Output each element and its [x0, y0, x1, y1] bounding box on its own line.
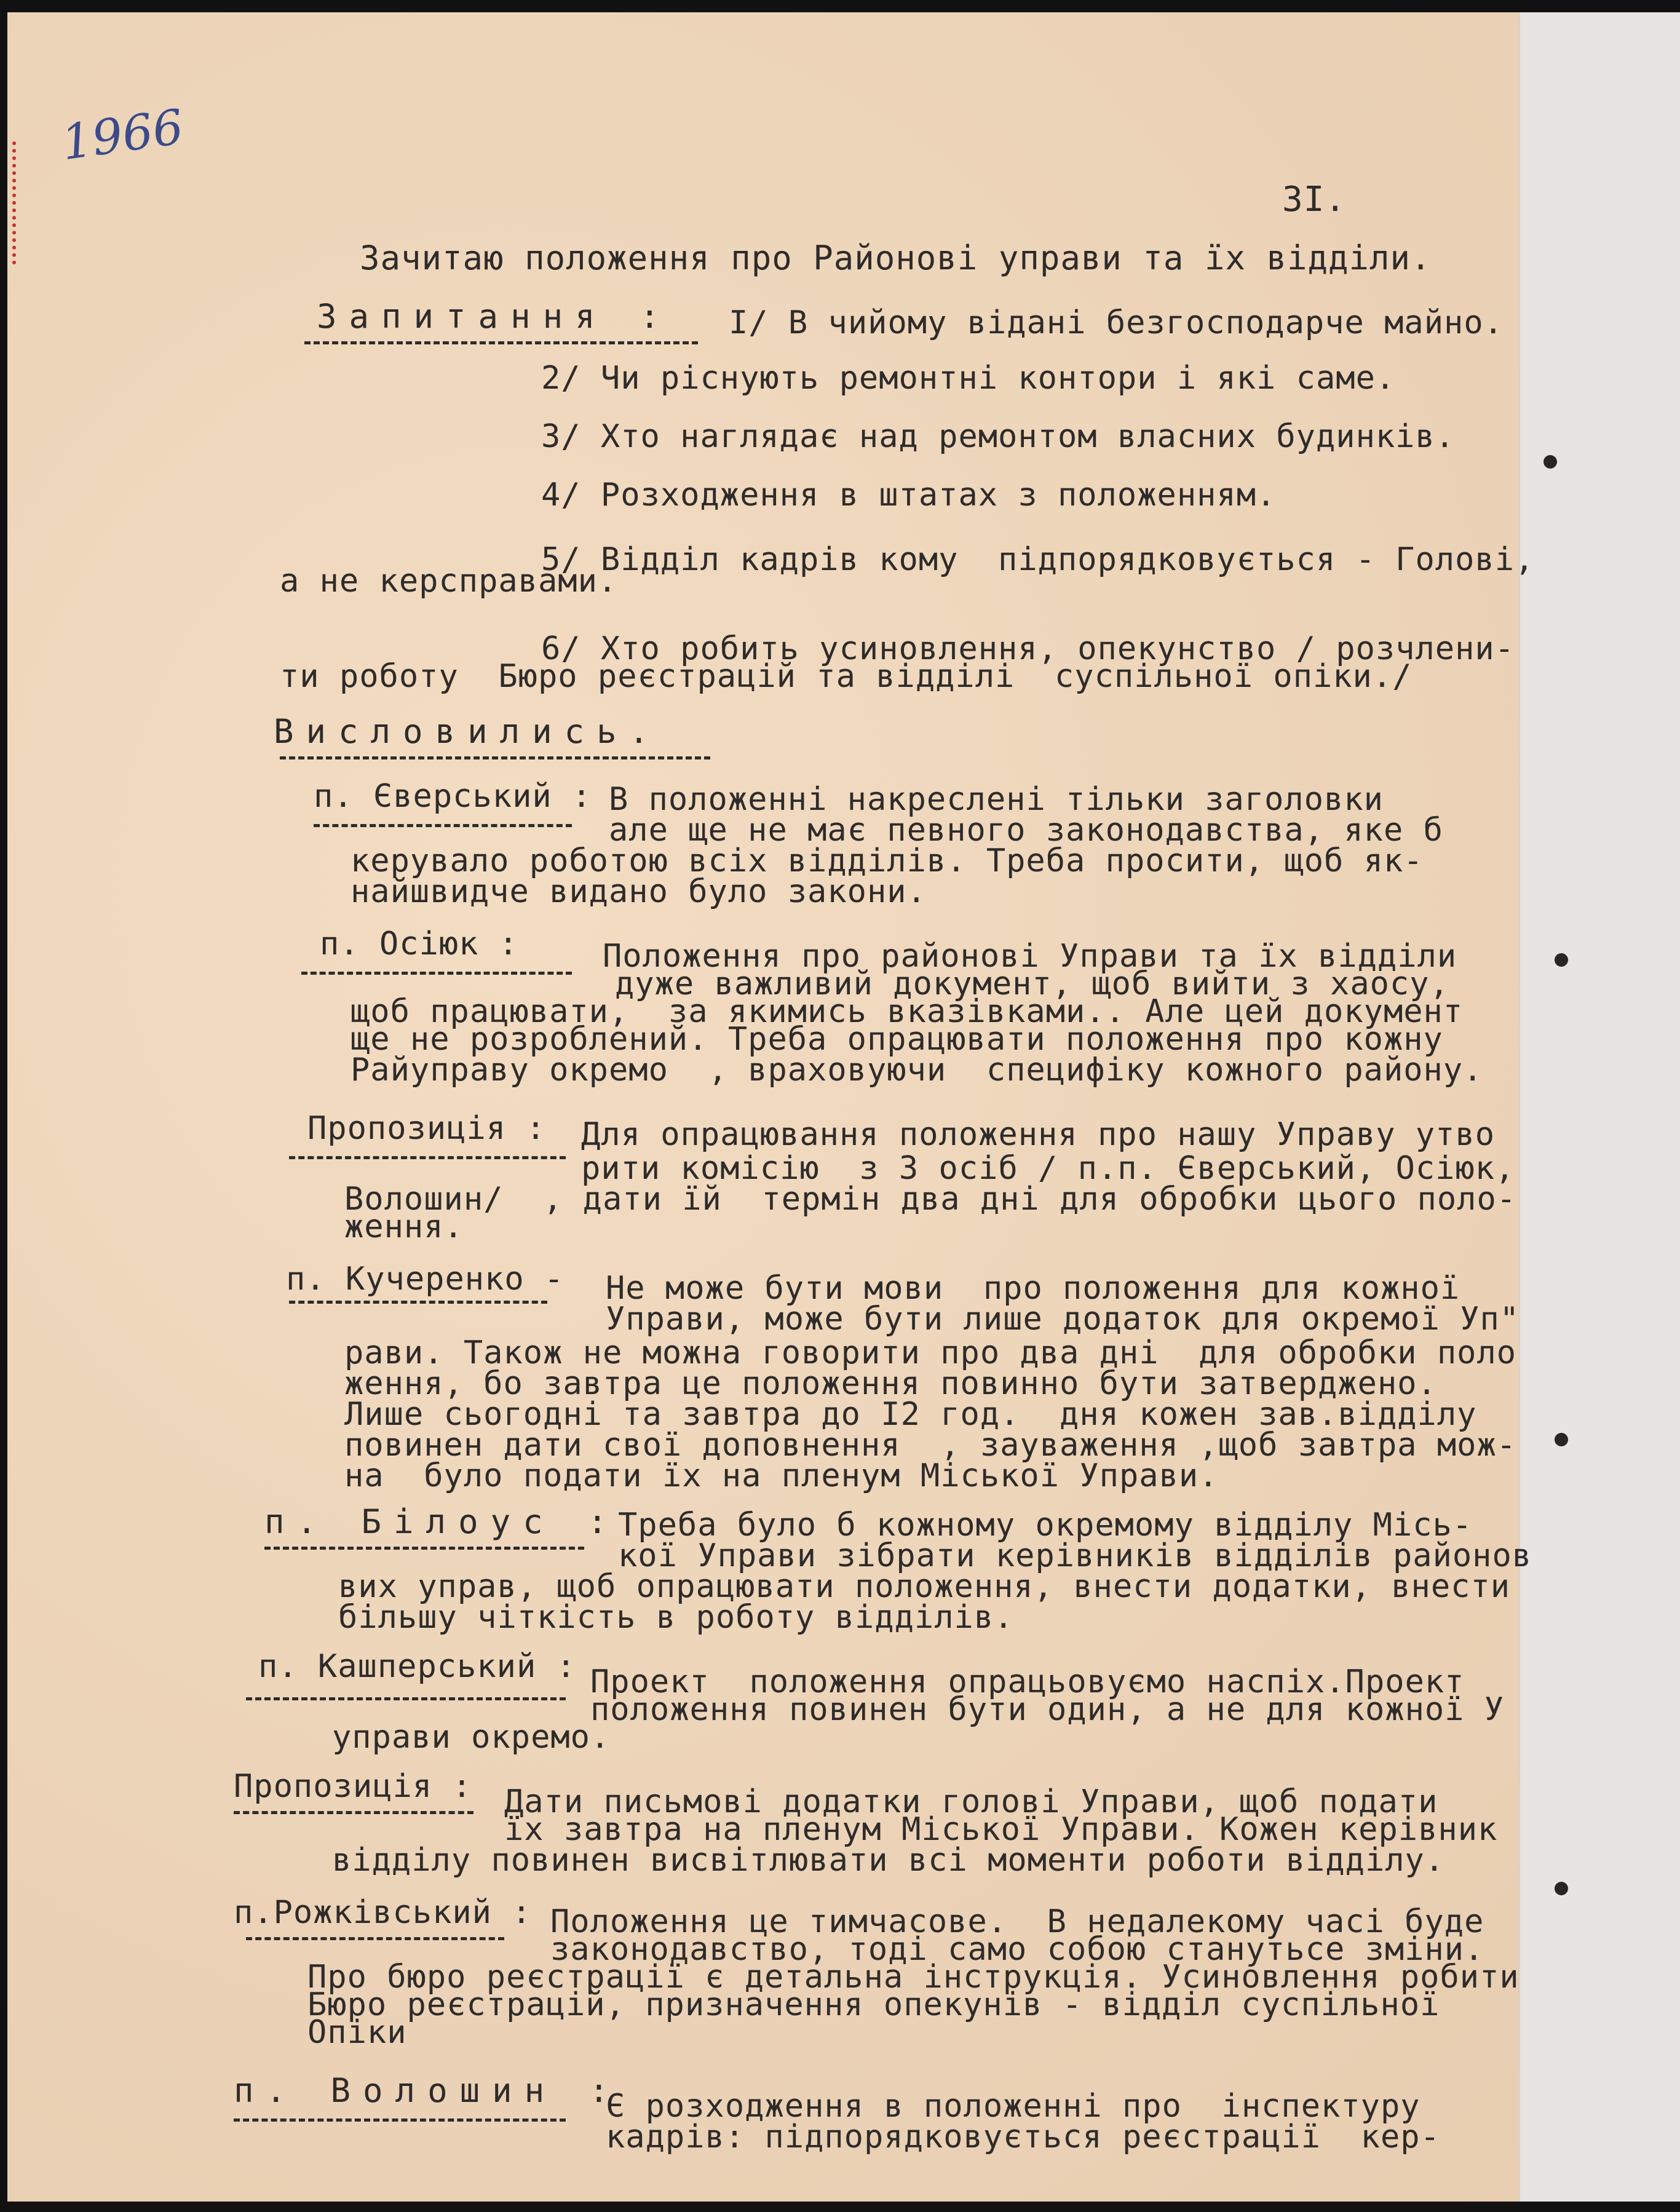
entry-line: повинен дати свої доповнення , зауваження ,щоб завтра мож- — [344, 1427, 1517, 1464]
entry-line: Лише сьогодні та завтра до I2 год. дня кожен зав.відділу — [344, 1396, 1477, 1433]
entry-line: положення повинен бути один, а не для кожної У — [590, 1691, 1505, 1728]
questions-label: Запитання : — [317, 297, 672, 336]
entry-line: кадрів: підпорядковується реєстрації кер- — [606, 2119, 1440, 2155]
speaker-label: п. Волошин : — [234, 2071, 622, 2110]
speaker-label: п.Рожківський : — [234, 1894, 532, 1931]
entry-line: ження. — [344, 1208, 464, 1245]
entry-line: Є розходження в положенні про інспектуру — [606, 2088, 1420, 2125]
entry-line: ще не розроблений. Треба опрацювати положення про кожну — [351, 1021, 1443, 1058]
entry-line: Волошин/ , дати їй термін два дні для обробки цього поло- — [344, 1181, 1517, 1218]
entry-line: Положення це тимчасове. В недалекому часі буде — [550, 1903, 1484, 1940]
entry-line: їх завтра на пленум Міської Управи. Кожен керівник — [504, 1811, 1498, 1848]
entry-line: Бюро реєстрацій, призначення опекунів - відділ суспільної — [307, 1986, 1440, 2023]
underline — [246, 1697, 566, 1700]
entry-line: управи окремо. — [332, 1719, 611, 1756]
question-item: 2/ Чи ріснують ремонтні контори і які саме. — [541, 360, 1396, 397]
speaker-label: Пропозиція : — [234, 1768, 472, 1805]
entry-line: щоб працювати, за якимись вказівками.. Але цей документ — [351, 993, 1464, 1030]
punch-hole — [1555, 1433, 1568, 1446]
entry-line: кої Управи зібрати керівників відділів районов — [618, 1537, 1532, 1574]
underline — [280, 756, 710, 759]
entry-line: більшу чіткість в роботу відділів. — [338, 1599, 1014, 1636]
heading: Зачитаю положення про Районові управи та їх відділи. — [360, 239, 1432, 277]
entry-line: ження, бо завтра це положення повинно бути затверджено. — [344, 1365, 1437, 1402]
entry-line: Дати письмові додатки голові Управи, щоб подати — [504, 1783, 1438, 1820]
punch-hole — [1555, 953, 1568, 967]
entry-line: Про бюро реєстрації є детальна інструкція. Усиновлення робити — [307, 1959, 1520, 1996]
question-item: 5/ Відділ кадрів кому підпорядковується - Голові, — [541, 541, 1535, 578]
entry-line: В положенні накреслені тільки заголовки — [609, 781, 1384, 818]
speaker-label: п. Єверський : — [314, 778, 592, 815]
entry-line: на було подати їх на пленум Міської Управи. — [344, 1457, 1219, 1494]
entry-line: Райуправу окремо , враховуючи специфіку кожного району. — [351, 1052, 1483, 1088]
punch-hole — [1543, 455, 1557, 469]
underline — [246, 1937, 504, 1940]
underline — [314, 824, 572, 827]
question-item: 6/ Хто робить усиновлення, опекунство / розчлени- — [541, 630, 1515, 667]
underline — [301, 972, 572, 975]
entry-line: законодавство, тоді само собою станутьсе зміни. — [550, 1931, 1484, 1968]
entry-line: рави. Також не можна говорити про два дні для обробки поло — [344, 1334, 1517, 1371]
entry-line: дуже важливий документ, щоб вийти з хаосу, — [615, 965, 1449, 1002]
entry-line: рити комісію з 3 осіб / п.п. Єверський, Осіюк, — [581, 1150, 1515, 1187]
question-item: ти роботу Бюро реєстрацій та відділі суспільної опіки./ — [280, 658, 1413, 695]
question-item: 4/ Розходження в штатах з положенням. — [541, 477, 1277, 513]
entry-line: керувало роботою всіх відділів. Треба просити, щоб як- — [351, 842, 1424, 879]
speaker-label: п. Білоус : — [264, 1502, 620, 1541]
entry-line: вих управ, щоб опрацювати положення, внести додатки, внести — [338, 1568, 1511, 1605]
entry-line: Управи, може бути лише додаток для окремої Уп" — [606, 1301, 1520, 1338]
underline — [264, 1547, 584, 1550]
entry-line: Для опрацювання положення про нашу Управу утво — [581, 1116, 1496, 1153]
entry-line: Треба було б кожному окремому відділу Місь- — [618, 1507, 1473, 1544]
speaker-label: п. Кучеренко - — [286, 1261, 565, 1298]
underline — [234, 2119, 566, 2122]
entry-line: Не може бути мови про положення для кожної — [606, 1270, 1460, 1307]
question-item: I/ В чийому віданi безгосподарче майно. — [729, 304, 1504, 341]
question-item: 3/ Хто наглядає над ремонтом власних будинків. — [541, 418, 1456, 455]
page-number: 3I. — [1282, 180, 1347, 220]
spoke-label: Висловились. — [274, 712, 662, 751]
underline — [289, 1156, 566, 1159]
underline — [304, 341, 698, 344]
speaker-label: Пропозиція : — [307, 1110, 546, 1147]
speaker-label: п. Осіюк : — [320, 926, 519, 962]
handwritten-number: 1966 — [58, 99, 187, 172]
punch-hole — [1555, 1882, 1568, 1895]
red-margin-marks — [12, 141, 26, 264]
question-item: а не керсправами. — [280, 563, 618, 600]
entry-line: але ще не має певного законодавства, яке б — [609, 812, 1443, 849]
underline — [234, 1811, 473, 1814]
entry-line: найшвидче видано було закони. — [351, 873, 927, 910]
binding-strip — [1519, 12, 1680, 2202]
entry-line: Положення про районові Управи та їх відділи — [603, 938, 1457, 975]
entry-line: Опіки — [307, 2014, 407, 2051]
entry-line: Проект положення опрацьовуємо наспіх.Проект — [590, 1663, 1465, 1700]
underline — [289, 1301, 547, 1304]
entry-line: відділу повинен висвітлювати всі моменти роботи відділу. — [332, 1842, 1445, 1879]
speaker-label: п. Кашперський : — [258, 1648, 576, 1685]
